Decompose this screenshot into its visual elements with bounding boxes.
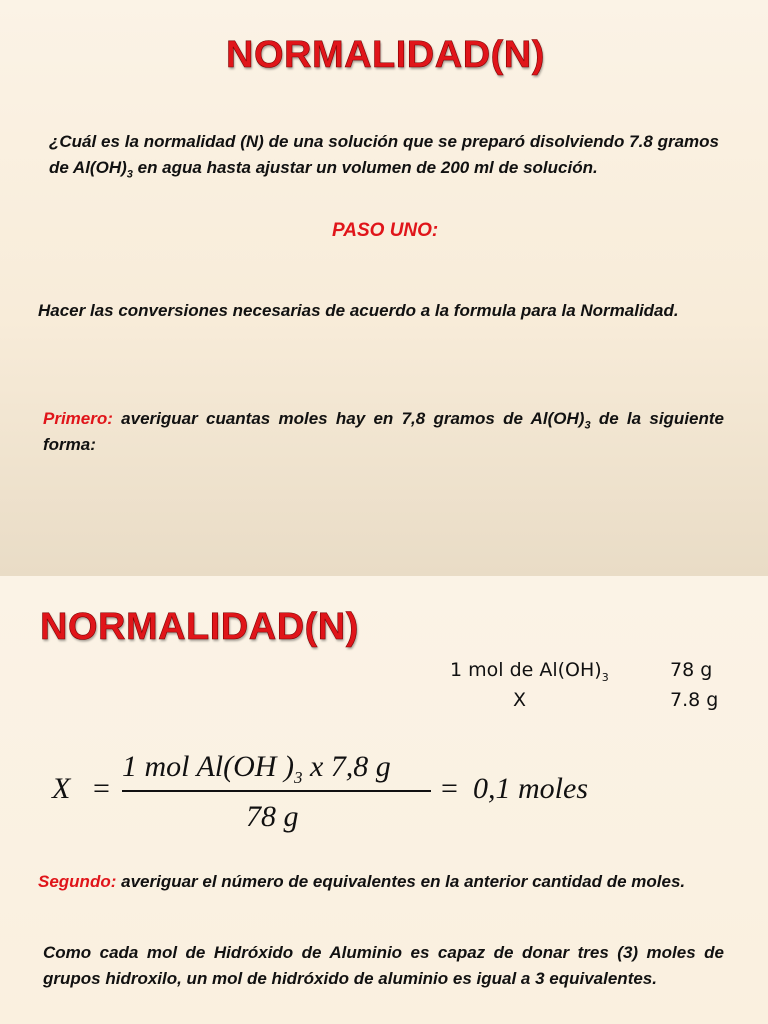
second-step-label: Segundo: — [38, 872, 117, 891]
formula-equals-2: = — [441, 772, 458, 805]
slide-two-title: NORMALIDAD(N) — [40, 606, 359, 648]
formula-denominator: 78 g — [246, 800, 299, 833]
first-step-part1: averiguar cuantas moles hay en 7,8 gramos de Al(OH) — [112, 409, 585, 428]
first-step-text — [43, 406, 724, 458]
question-text — [49, 129, 719, 181]
second-step-body: averiguar el número de equivalentes en la anterior cantidad de moles. — [116, 872, 686, 891]
conversion-row1-right: 78 g — [670, 659, 713, 681]
conversion-row1-subscript: 3 — [601, 670, 609, 684]
question-subscript: 3 — [126, 168, 133, 181]
conversion-row1-left — [450, 659, 609, 684]
first-step-subscript: 3 — [584, 419, 591, 432]
formula-result — [473, 772, 588, 806]
formula-numerator-subscript: 3 — [293, 768, 303, 787]
step-one-heading: PASO UNO: — [332, 220, 439, 241]
formula-result-text: 0,1 moles — [473, 772, 588, 805]
first-step-label: Primero: — [43, 409, 113, 428]
explanation-text: Como cada mol de Hidróxido de Aluminio es capaz de donar tres (3) moles de grupos hidroxilo, un mol de hidróxido de aluminio es igual a 3 equivalentes. — [43, 943, 724, 988]
conversion-row1-left-text: 1 mol de Al(OH) — [450, 659, 602, 681]
formula-equals-1: = — [93, 772, 110, 805]
formula-lhs: X — [52, 772, 71, 805]
slide-two — [0, 576, 768, 1024]
second-step-text — [38, 869, 719, 895]
formula-numerator — [122, 750, 391, 787]
formula-numerator-b: x 7,8 g — [302, 750, 391, 783]
instruction-text: Hacer las conversiones necesarias de acuerdo a la formula para la Normalidad. — [38, 301, 679, 320]
slide-one-title: NORMALIDAD(N) — [226, 34, 545, 76]
fraction-bar — [122, 790, 431, 792]
conversion-row2-left: X — [513, 689, 527, 711]
question-text-part1: ¿Cuál es la normalidad (N) de una solución que se preparó disolviendo 7.8 gramos de Al(OH) — [49, 132, 719, 177]
conversion-row2-right: 7.8 g — [670, 689, 719, 711]
question-text-part2: en agua hasta ajustar un volumen de 200 ml de solución. — [132, 158, 598, 177]
first-step-part2: de la siguiente forma: — [43, 409, 724, 454]
formula-numerator-a: 1 mol Al(OH ) — [122, 750, 294, 783]
